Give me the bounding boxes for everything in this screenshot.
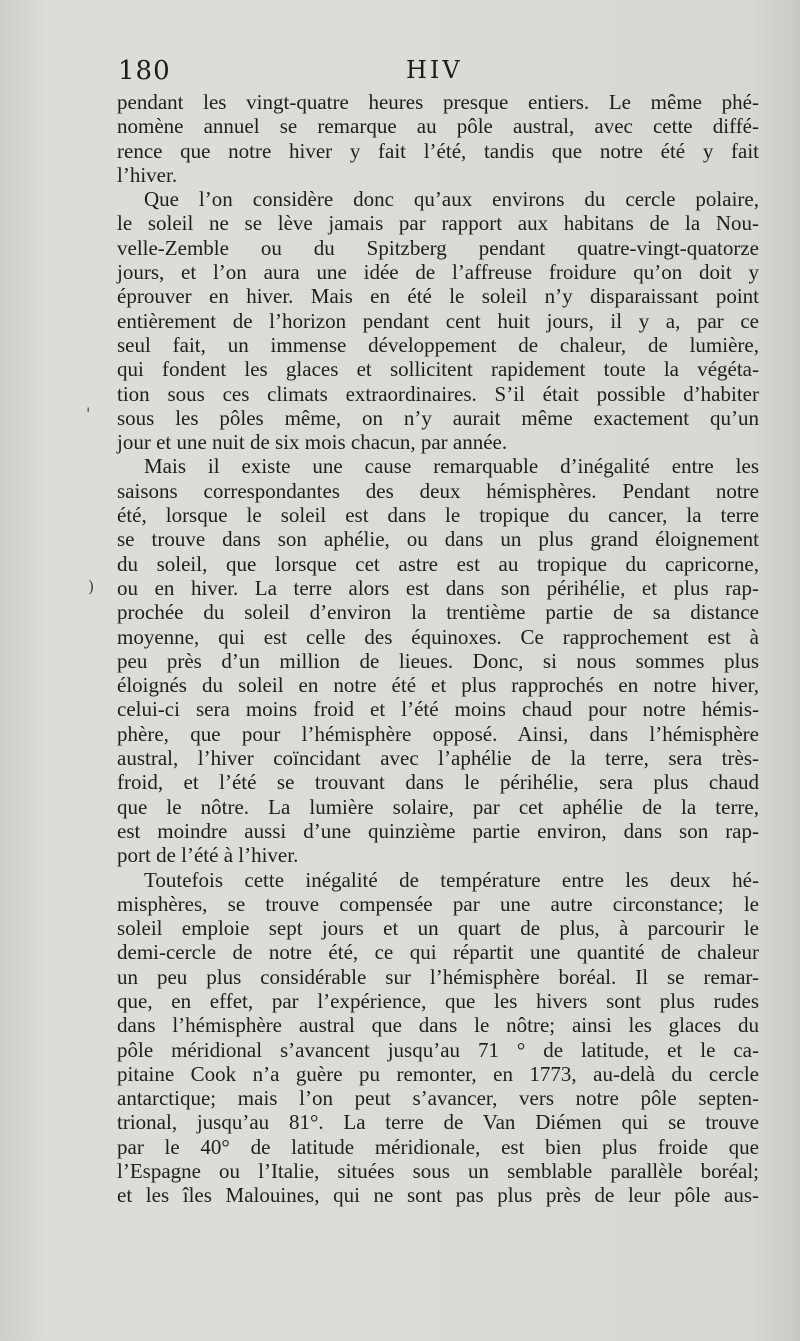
text-line: pendant les vingt-quatre heures presque entiers. Le même phé- — [117, 90, 759, 114]
margin-mark: ) — [88, 577, 95, 596]
body-text — [117, 90, 759, 1208]
margin-mark: ' — [86, 404, 91, 423]
text-line: jours, et l’on aura une idée de l’affreuse froidure qu’on doit y — [117, 260, 759, 285]
text-line: rence que notre hiver y fait l’été, tandis que notre été y fait — [117, 138, 759, 163]
text-line: seul fait, un immense développement de chaleur, de lumière, — [117, 332, 759, 357]
text-line: Mais il existe une cause remarquable d’inégalité entre les — [144, 454, 759, 479]
text-line: phère, que pour l’hémisphère opposé. Ainsi, dans l’hémisphère — [117, 721, 759, 746]
text-line: sous les pôles même, on n’y aurait même exactement qu’un — [117, 405, 759, 430]
page-number: 180 — [118, 56, 171, 86]
text-line: misphères, se trouve compensée par une autre circonstance; le — [117, 891, 759, 916]
text-line: est moindre aussi d’une quinzième partie environ, dans son rap- — [117, 818, 759, 843]
text-line: austral, l’hiver coïncidant avec l’aphélie de la terre, sera très- — [117, 746, 759, 771]
text-line: par le 40° de latitude méridionale, est bien plus froide que — [117, 1134, 759, 1159]
text-line: éprouver en hiver. Mais en été le soleil n’y disparaissant point — [117, 284, 759, 309]
text-line: l’Espagne ou l’Italie, situées sous un semblable parallèle boréal; — [117, 1159, 759, 1184]
text-line: nomène annuel se remarque au pôle austral, avec cette diffé- — [117, 114, 759, 139]
text-line: pitaine Cook n’a guère pu remonter, en 1773, au-delà du cercle — [117, 1061, 759, 1086]
text-line: du soleil, que lorsque cet astre est au tropique du capricorne, — [117, 551, 759, 576]
text-line: ou en hiver. La terre alors est dans son périhélie, et plus rap- — [117, 575, 759, 600]
text-line: le soleil ne se lève jamais par rapport aux habitans de la Nou- — [117, 211, 759, 236]
text-line: se trouve dans son aphélie, ou dans un plus grand éloignement — [117, 527, 759, 552]
text-line: celui-ci sera moins froid et l’été moins chaud pour notre hémis- — [117, 697, 759, 722]
text-line: Toutefois cette inégalité de température entre les deux hé- — [144, 867, 759, 892]
text-line: froid, et l’été se trouvant dans le périhélie, sera plus chaud — [117, 770, 759, 795]
text-line: antarctique; mais l’on peut s’avancer, vers notre pôle septen- — [117, 1086, 759, 1111]
text-line: jour et une nuit de six mois chacun, par année. — [117, 430, 508, 455]
text-line: saisons correspondantes des deux hémisphères. Pendant notre — [117, 478, 759, 503]
text-line: entièrement de l’horizon pendant cent huit jours, il y a, par ce — [117, 308, 759, 333]
text-line: que le nôtre. La lumière solaire, par cet aphélie de la terre, — [117, 794, 759, 819]
text-line: un peu plus considérable sur l’hémisphère boréal. Il se remar- — [117, 964, 759, 989]
text-line: peu près d’un million de lieues. Donc, si nous sommes plus — [117, 648, 759, 673]
page-header — [118, 56, 758, 92]
text-line: trional, jusqu’au 81°. La terre de Van Diémen qui se trouve — [117, 1110, 759, 1135]
text-line: Que l’on considère donc qu’aux environs du cercle polaire, — [144, 187, 759, 212]
text-line: que, en effet, par l’expérience, que les hivers sont plus rudes — [117, 988, 759, 1013]
text-line: prochée du soleil d’environ la trentième partie de sa distance — [117, 600, 759, 625]
text-line: tion sous ces climats extraordinaires. S’il était possible d’habiter — [117, 381, 759, 406]
text-line: velle-Zemble ou du Spitzberg pendant quatre-vingt-quatorze — [117, 235, 759, 260]
text-line: port de l’été à l’hiver. — [117, 843, 299, 868]
text-line: et les îles Malouines, qui ne sont pas plus près de leur pôle aus- — [117, 1183, 759, 1208]
text-line: moyenne, qui est celle des équinoxes. Ce rapprochement est à — [117, 624, 759, 649]
text-line: qui fondent les glaces et sollicitent rapidement toute la végéta- — [117, 357, 759, 382]
text-line: dans l’hémisphère austral que dans le nôtre; ainsi les glaces du — [117, 1013, 759, 1038]
text-line: l’hiver. — [117, 162, 178, 187]
text-line: soleil emploie sept jours et un quart de plus, à parcourir le — [117, 916, 759, 941]
running-head: HIV — [406, 56, 463, 84]
text-line: demi-cercle de notre été, ce qui répartit une quantité de chaleur — [117, 940, 759, 965]
text-line: pôle méridional s’avancent jusqu’au 71 ° de latitude, et le ca- — [117, 1037, 759, 1062]
text-line: été, lorsque le soleil est dans le tropique du cancer, la terre — [117, 503, 759, 528]
text-line: éloignés du soleil en notre été et plus rapprochés en notre hiver, — [117, 673, 759, 698]
